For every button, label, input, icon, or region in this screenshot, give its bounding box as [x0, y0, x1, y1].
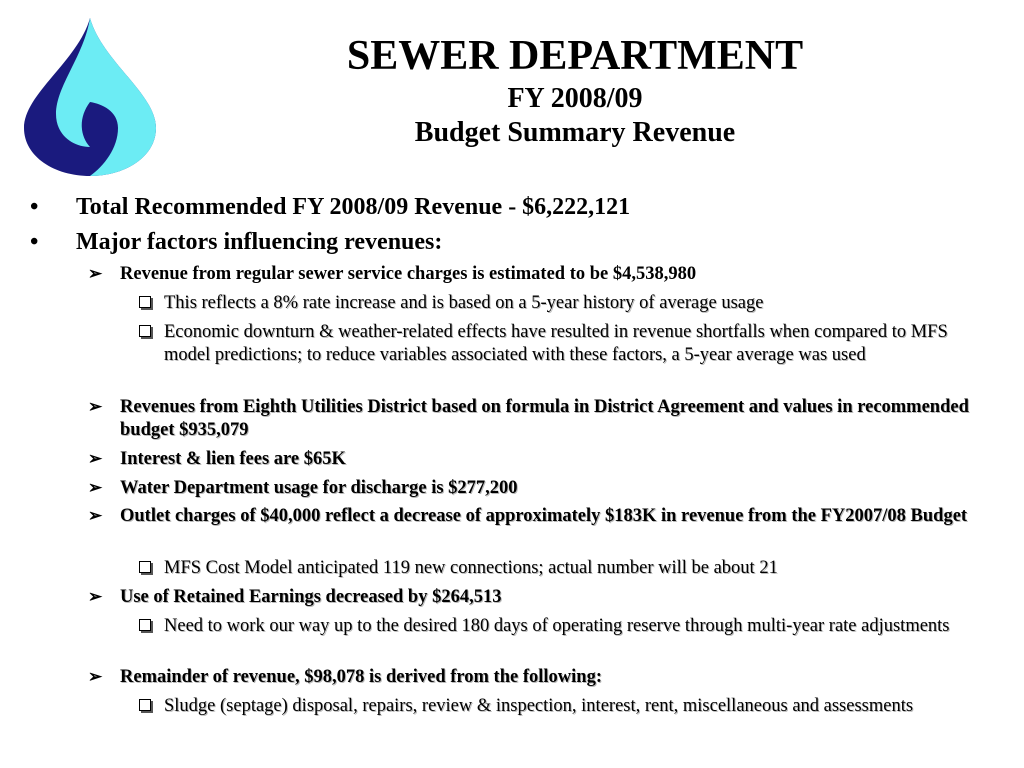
item-text: Revenue from regular sewer service charges is estimated to be $4,538,980 — [120, 264, 697, 284]
subitem-text: Economic downturn & weather-related effects have resulted in revenue shortfalls when compared to MFS model predictions; to reduce variables associated with these factors, a 5-year average was used — [164, 322, 948, 365]
subitem-text: This reflects a 8% rate increase and is based on a 5-year history of average usage — [164, 293, 764, 313]
checkbox-icon — [139, 561, 151, 573]
bullet-text: Major factors influencing revenues: — [76, 229, 443, 255]
subitem-rate-increase — [139, 292, 989, 315]
page-subtitle-year: FY 2008/09 — [507, 83, 643, 114]
subitem-sludge-disposal — [139, 695, 989, 718]
checkbox-icon — [139, 619, 151, 631]
arrow-marker: ➢ — [88, 478, 103, 497]
arrow-marker: ➢ — [88, 264, 103, 283]
checkbox-icon — [139, 699, 151, 711]
arrow-marker: ➢ — [88, 587, 103, 606]
item-remainder-revenue — [88, 666, 988, 689]
bullet-marker: • — [30, 229, 39, 255]
arrow-marker: ➢ — [88, 506, 103, 525]
item-text: Remainder of revenue, $98,078 is derived from the following: — [120, 667, 602, 687]
item-eighth-utilities — [88, 396, 988, 441]
page-title: SEWER DEPARTMENT — [346, 33, 804, 79]
subitem-text: Need to work our way up to the desired 180 days of operating reserve through multi-year rate adjustments — [164, 616, 950, 636]
subitem-economic-downturn — [139, 321, 989, 366]
item-text: Revenues from Eighth Utilities District based on formula in District Agreement and values in recommended budget $935,079 — [120, 397, 969, 440]
item-text: Use of Retained Earnings decreased by $264,513 — [120, 587, 502, 607]
item-regular-charges — [88, 263, 988, 286]
arrow-marker: ➢ — [88, 449, 103, 468]
bullet-text: Total Recommended FY 2008/09 Revenue - $6,222,121 — [76, 194, 631, 220]
checkbox-icon — [139, 296, 151, 308]
item-text: Interest & lien fees are $65K — [120, 449, 346, 469]
subitem-text: MFS Cost Model anticipated 119 new connections; actual number will be about 21 — [164, 558, 778, 578]
checkbox-icon — [139, 325, 151, 337]
arrow-marker: ➢ — [88, 397, 103, 416]
item-retained-earnings — [88, 586, 988, 609]
item-interest-lien — [88, 448, 988, 471]
arrow-marker: ➢ — [88, 667, 103, 686]
page-subtitle-topic: Budget Summary Revenue — [414, 117, 736, 148]
subitem-text: Sludge (septage) disposal, repairs, review & inspection, interest, rent, miscellaneous and assessments — [164, 696, 914, 716]
bullet-marker: • — [30, 194, 39, 220]
item-outlet-charges — [88, 505, 988, 528]
item-text: Water Department usage for discharge is $277,200 — [120, 478, 518, 498]
subitem-operating-reserve — [139, 615, 989, 638]
item-water-department — [88, 477, 988, 500]
subitem-mfs-connections — [139, 557, 989, 580]
item-text: Outlet charges of $40,000 reflect a decrease of approximately $183K in revenue from the FY2007/08 Budget — [120, 506, 968, 526]
